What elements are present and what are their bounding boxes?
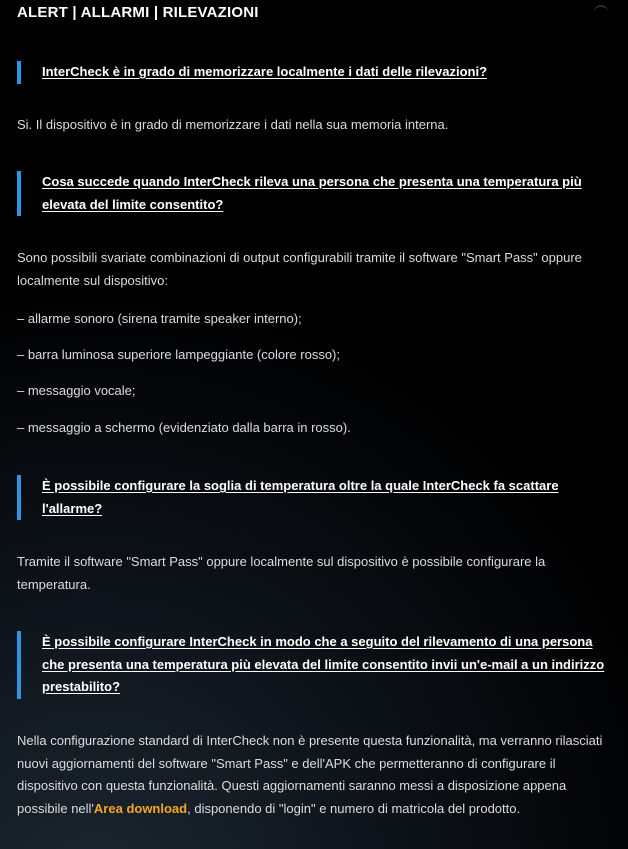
faq-item-1 xyxy=(17,61,612,84)
faq-answer-block-1 xyxy=(17,114,612,137)
faq-item-3 xyxy=(17,475,612,520)
section-title: ALERT | ALLARMI | RILEVAZIONI xyxy=(17,4,259,21)
faq-item-4 xyxy=(17,631,612,699)
faq-answer-1: Si. Il dispositivo è in grado di memorizzare i dati nella sua memoria interna. xyxy=(17,117,449,132)
faq-question-2[interactable]: Cosa succede quando InterCheck rileva una persona che presenta una temperatura più elevata del limite consentito? xyxy=(17,171,612,216)
faq-question-3[interactable]: È possibile configurare la soglia di temperatura oltre la quale InterCheck fa scattare l'allarme? xyxy=(17,475,612,520)
faq-answer-2-item-3: – messaggio vocale; xyxy=(17,383,136,398)
faq-answer-block-4 xyxy=(17,730,612,820)
faq-answer-2-item-2: – barra luminosa superiore lampeggiante (colore rosso); xyxy=(17,347,340,362)
area-download-link[interactable]: Area download xyxy=(93,800,188,816)
faq-answer-4-after: , disponendo di "login" e numero di matricola del prodotto. xyxy=(187,800,521,816)
faq-answer-block-2 xyxy=(17,247,612,447)
faq-answer-4-before: Nella configurazione standard di InterCheck non è presente questa funzionalità, ma verranno rilasciati nuovi aggiornamenti del software "Smart Pass" e dell'APK che permetteranno di configurare il dispositivo con questa funzionalità. Questi aggiornamenti saranno messi a disposizione appena possibile nell' xyxy=(17,733,603,816)
faq-item-2 xyxy=(17,171,612,216)
faq-answer-3: Tramite il software "Smart Pass" oppure localmente sul dispositivo è possibile configurare la temperatura. xyxy=(17,554,546,592)
faq-question-4[interactable]: È possibile configurare InterCheck in modo che a seguito del rilevamento di una persona che presenta una temperatura più elevata del limite consentito invii un'e-mail a un indirizzo prestabilito? xyxy=(17,631,612,699)
faq-answer-2-item-4: – messaggio a schermo (evidenziato dalla barra in rosso). xyxy=(17,420,351,435)
faq-answer-2-intro: Sono possibili svariate combinazioni di output configurabili tramite il software "Smart Pass" oppure localmente sul dispositivo: xyxy=(17,250,582,288)
corner-decoration xyxy=(594,5,608,15)
faq-answer-block-3 xyxy=(17,551,612,596)
faq-question-1[interactable]: InterCheck è in grado di memorizzare localmente i dati delle rilevazioni? xyxy=(17,61,612,84)
faq-answer-4 xyxy=(17,730,612,820)
faq-answer-2-item-1: – allarme sonoro (sirena tramite speaker interno); xyxy=(17,311,302,326)
